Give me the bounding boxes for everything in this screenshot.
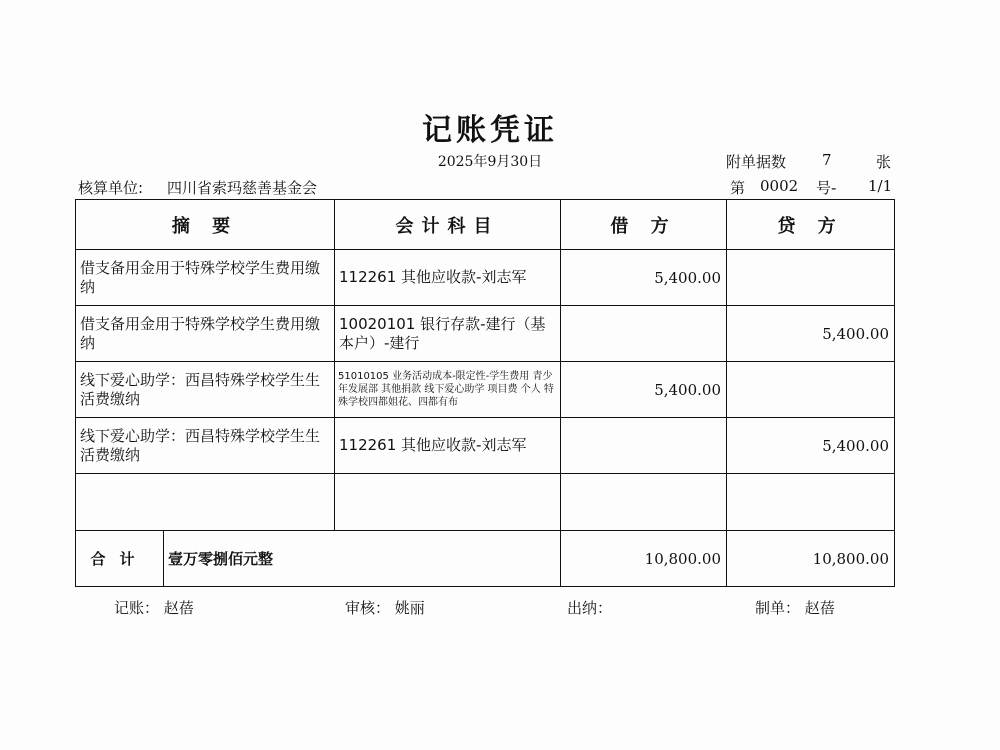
total-row	[76, 531, 895, 587]
total-amount-in-words: 壹万零捌佰元整	[168, 550, 274, 568]
row-subject: 51010105 业务活动成本-限定性-学生费用 青少年发展部 其他捐款 线下爱心助学 项目费 个人 特殊学校四都姐花、四都有布	[335, 362, 561, 418]
table-header-row	[76, 200, 895, 250]
voucher-number-suffix: 号-	[816, 179, 837, 197]
header-debit: 借 方	[561, 200, 727, 250]
signature-reviewer: 审核： 姚丽	[345, 599, 425, 617]
table-row	[76, 418, 895, 474]
total-label: 合计	[76, 531, 164, 586]
signature-preparer: 制单： 赵蓓	[755, 599, 835, 617]
empty-cell	[727, 474, 895, 531]
table-row	[76, 362, 895, 418]
row-summary: 线下爱心助学：西昌特殊学校学生生活费缴纳	[76, 362, 335, 418]
empty-cell	[561, 474, 727, 531]
attachments-label: 附单据数	[726, 153, 787, 171]
accounting-unit-label: 核算单位:	[78, 179, 144, 197]
table-row-empty	[76, 474, 895, 531]
total-credit: 10,800.00	[727, 531, 895, 587]
row-debit: 5,400.00	[561, 362, 727, 418]
row-credit: 5,400.00	[727, 418, 895, 474]
row-summary: 借支备用金用于特殊学校学生费用缴纳	[76, 306, 335, 362]
signature-cashier: 出纳：	[567, 599, 613, 617]
row-summary: 借支备用金用于特殊学校学生费用缴纳	[76, 250, 335, 306]
row-credit	[727, 362, 895, 418]
header-summary: 摘 要	[76, 200, 335, 250]
row-subject: 112261 其他应收款-刘志军	[335, 418, 561, 474]
voucher-table	[75, 199, 895, 587]
row-credit	[727, 250, 895, 306]
accounting-unit-name: 四川省索玛慈善基金会	[167, 179, 318, 197]
attachments-count: 7	[822, 151, 832, 169]
empty-cell	[335, 474, 561, 531]
voucher-number: 0002	[760, 177, 799, 195]
row-subject: 112261 其他应收款-刘志军	[335, 250, 561, 306]
row-summary: 线下爱心助学：西昌特殊学校学生生活费缴纳	[76, 418, 335, 474]
row-debit	[561, 306, 727, 362]
total-debit: 10,800.00	[561, 531, 727, 587]
row-debit	[561, 418, 727, 474]
empty-cell	[76, 474, 335, 531]
table-row	[76, 250, 895, 306]
row-debit: 5,400.00	[561, 250, 727, 306]
voucher-page: 1/1	[868, 177, 893, 195]
voucher-date: 2025年9月30日	[437, 154, 543, 170]
table-row	[76, 306, 895, 362]
total-cell	[76, 531, 561, 587]
voucher-title: 记账凭证	[422, 113, 558, 148]
row-credit: 5,400.00	[727, 306, 895, 362]
header-credit: 贷 方	[727, 200, 895, 250]
signature-bookkeeper: 记账： 赵蓓	[114, 599, 194, 617]
row-subject: 10020101 银行存款-建行（基本户）-建行	[335, 306, 561, 362]
header-subject: 会计科目	[335, 200, 561, 250]
attachments-unit: 张	[876, 153, 892, 171]
voucher-number-prefix: 第	[730, 179, 746, 197]
